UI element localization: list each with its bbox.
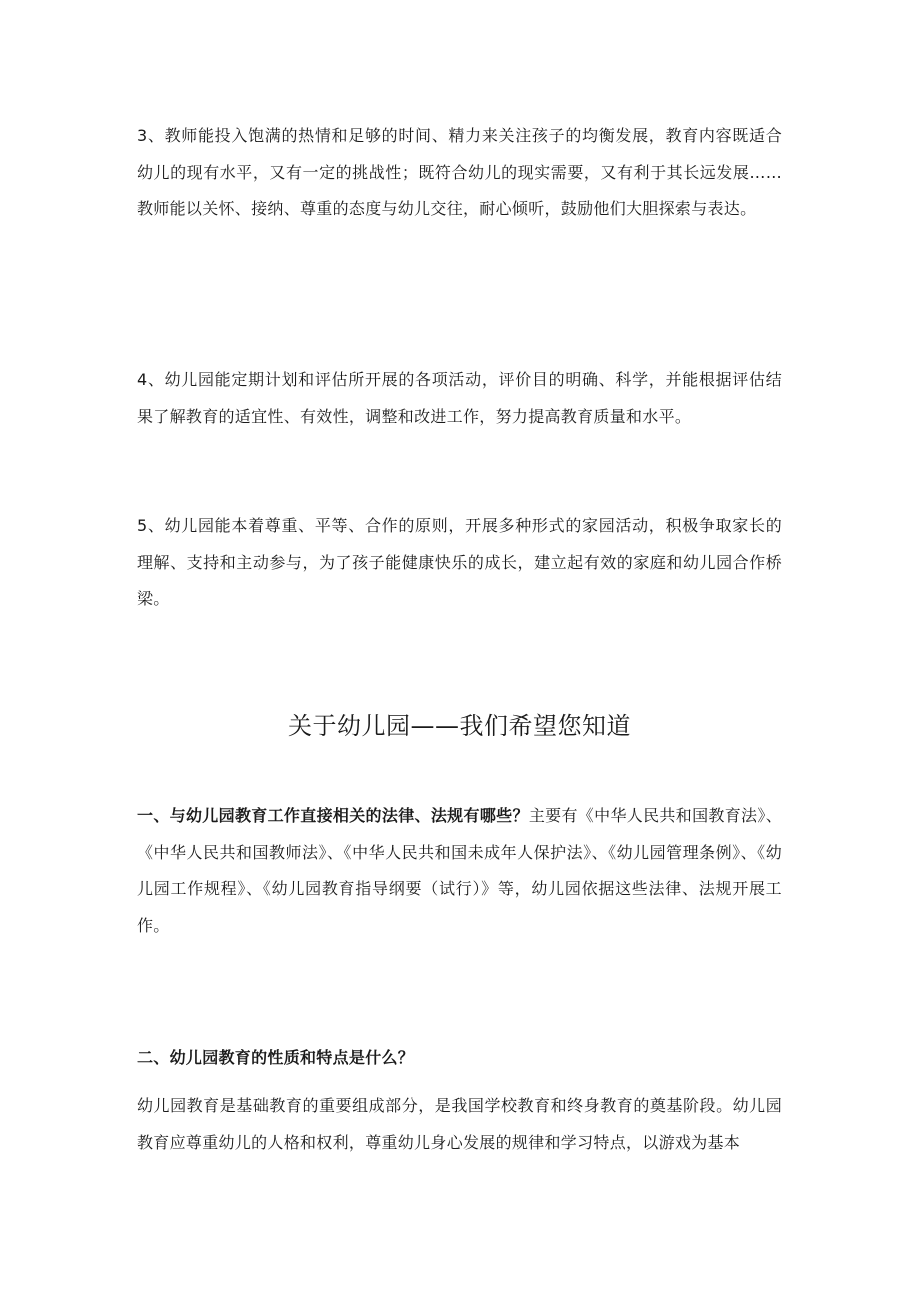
section-title: 关于幼儿园——我们希望您知道 <box>288 712 631 740</box>
paragraph-item-5: 5、幼儿园能本着尊重、平等、合作的原则，开展多种形式的家园活动，积极争取家长的理解、支持和主动参与，为了孩子能健康快乐的成长，建立起有效的家庭和幼儿园合作桥梁。 <box>137 516 782 608</box>
question-1-answer: 主要有《中华人民共和国教育法》、《中华人民共和国教师法》、《中华人民共和国未成年人保护法》、《幼儿园管理条例》、《幼儿园工作规程》、《幼儿园教育指导纲要（试行）》等，幼儿园依据这些法律、法规开展工作。 <box>137 806 782 935</box>
paragraph-item-4: 4、幼儿园能定期计划和评估所开展的各项活动，评价目的明确、科学，并能根据评估结果了解教育的适宜性、有效性，调整和改进工作，努力提高教育质量和水平。 <box>137 370 782 426</box>
question-2-title: 二、幼儿园教育的性质和特点是什么？ <box>137 1048 415 1067</box>
question-1-block <box>137 798 782 944</box>
paragraph-item-3: 3、教师能投入饱满的热情和足够的时间、精力来关注孩子的均衡发展，教育内容既适合幼儿的现有水平，又有一定的挑战性；既符合幼儿的现实需要，又有利于其长远发展……教师能以关怀、接纳、尊重的态度与幼儿交往，耐心倾听，鼓励他们大胆探索与表达。 <box>137 126 782 218</box>
question-1-title: 一、与幼儿园教育工作直接相关的法律、法规有哪些？ <box>137 806 529 825</box>
question-2-answer: 幼儿园教育是基础教育的重要组成部分，是我国学校教育和终身教育的奠基阶段。幼儿园教育应尊重幼儿的人格和权利，尊重幼儿身心发展的规律和学习特点，以游戏为基本 <box>137 1096 782 1152</box>
